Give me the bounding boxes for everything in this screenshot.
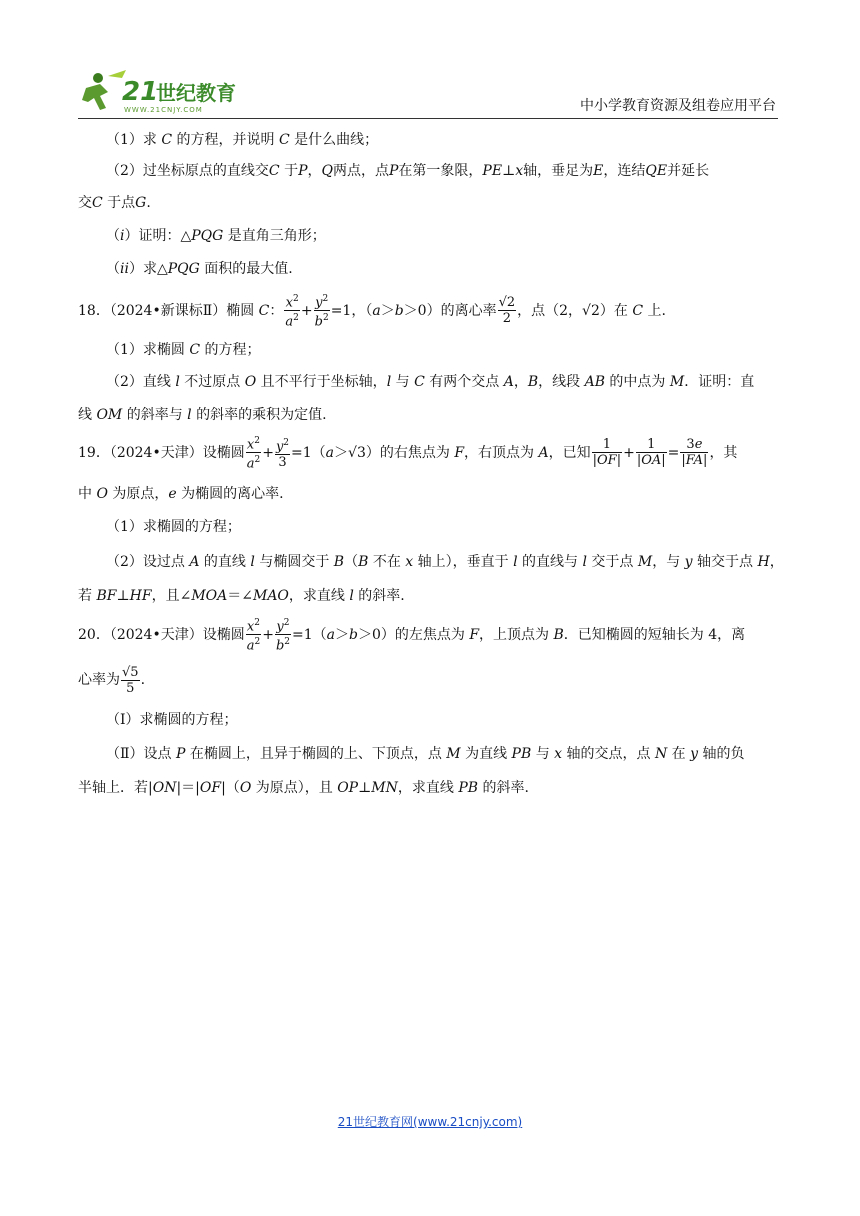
q17-part1: （1）求 C 的方程，并说明 C 是什么曲线； [106, 132, 379, 148]
q19-part2-line1: （2）设过点 A 的直线 l 与椭圆交于 B（B 不在 x 轴上），垂直于 l 的直线与 l 交于点 M，与 y 轴交于点 H， [106, 554, 784, 570]
q18-part2-line2: 线 OM 的斜率与 l 的斜率的乘积为定值. [78, 407, 327, 423]
q19-stem: 19．（2024•天津）设椭圆 $\frac{x^2}{a^2}$ + $\frac{y^2}{3}$ =1（a＞√3）的右焦点为 F，右顶点为 A，已知 $\frac{1}{|OF|}$ + $\frac{1}{|OA|}$ = $\frac{3e}{|FA|}$ ，其 [78, 436, 738, 472]
svg-text:21: 21 [122, 77, 159, 107]
header-divider [78, 118, 778, 119]
footer-site-link[interactable]: 21世纪教育网(www.21cnjy.com) [337, 1115, 523, 1129]
q17-sub-ii: （ii）求△PQG 面积的最大值. [106, 261, 293, 277]
q17-sub-i: （i）证明：△PQG 是直角三角形； [106, 228, 326, 244]
q20-part2-line2: 半轴上．若|ON|＝|OF|（O 为原点），且 OP⊥MN，求直线 PB 的斜率. [78, 780, 529, 796]
q20-stem: 20．（2024•天津）设椭圆 $\frac{x^2}{a^2}$ + $\frac{y^2}{b^2}$ =1（a＞b＞0）的左焦点为 F，上顶点为 B．已知椭圆的短轴长为 4，离 [78, 618, 746, 654]
site-logo [78, 68, 268, 116]
q19-part1: （1）求椭圆的方程； [106, 519, 241, 535]
q20-stem-line2: 心率为 $\frac{√5}{5}$ . [78, 664, 146, 696]
svg-text:世纪教育: 世纪教育 [156, 81, 236, 105]
q18-part1: （1）求椭圆 C 的方程； [106, 342, 261, 358]
svg-text:WWW.21CNJY.COM: WWW.21CNJY.COM [124, 106, 203, 114]
q18-part2-line1: （2）直线 l 不过原点 O 且不平行于坐标轴，l 与 C 有两个交点 A，B，线段 AB 的中点为 M．证明：直 [106, 374, 755, 390]
page-header [78, 68, 778, 116]
q20-part2-line1: （Ⅱ）设点 P 在椭圆上，且异于椭圆的上、下顶点，点 M 为直线 PB 与 x 轴的交点，点 N 在 y 轴的负 [106, 746, 745, 762]
platform-name: 中小学教育资源及组卷应用平台 [580, 98, 776, 114]
q17-part2-line2: 交C 于点G. [78, 195, 151, 211]
q18-stem: 18．（2024•新课标Ⅱ）椭圆 C： $\frac{x^2}{a^2}$ + $\frac{y^2}{b^2}$ =1，（a＞b＞0）的离心率 $\frac{√2}{2}$ ，点（2，√2）在 C 上. [78, 294, 666, 330]
q19-part2-line2: 若 BF⊥HF，且∠MOA＝∠MAO，求直线 l 的斜率. [78, 588, 405, 604]
q19-stem-line2: 中 O 为原点，e 为椭圆的离心率. [78, 486, 284, 502]
q20-part1: （Ⅰ）求椭圆的方程； [106, 712, 238, 728]
q17-part2-line1: （2）过坐标原点的直线交C 于P，Q两点，点P在第一象限，PE⊥x轴，垂足为E，连结QE并延长 [106, 163, 710, 179]
